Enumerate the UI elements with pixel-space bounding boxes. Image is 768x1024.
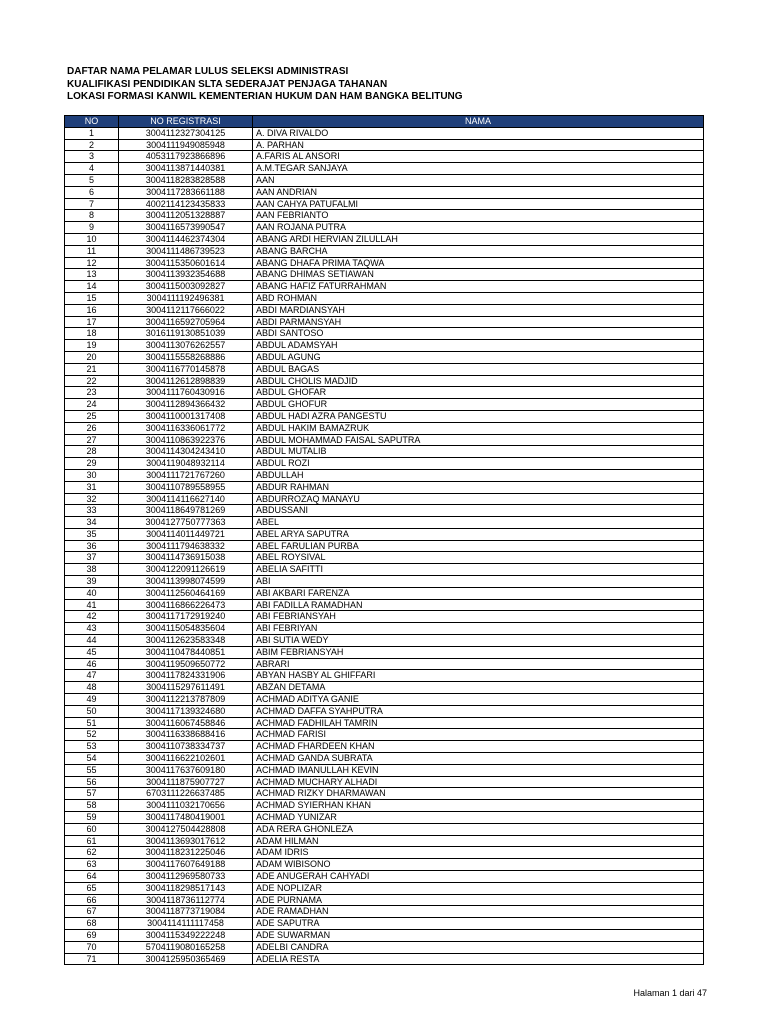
table-row [65, 741, 704, 753]
row-number: 54 [65, 753, 119, 765]
registration-number: 3016119130851039 [119, 328, 253, 340]
row-number: 20 [65, 351, 119, 363]
table-row [65, 871, 704, 883]
row-number: 70 [65, 941, 119, 953]
applicant-name: ABYAN HASBY AL GHIFFARI [253, 670, 704, 682]
table-row [65, 882, 704, 894]
applicant-name: ABD ROHMAN [253, 292, 704, 304]
table-row [65, 387, 704, 399]
applicant-name: ACHMAD YUNIZAR [253, 812, 704, 824]
row-number: 25 [65, 410, 119, 422]
row-number: 28 [65, 446, 119, 458]
row-number: 49 [65, 694, 119, 706]
registration-number: 3004116622102601 [119, 753, 253, 765]
registration-number: 3004113693017612 [119, 835, 253, 847]
table-row [65, 705, 704, 717]
registration-number: 3004111794638332 [119, 540, 253, 552]
applicant-name: ADE SUWARMAN [253, 929, 704, 941]
row-number: 56 [65, 776, 119, 788]
applicant-name: ABI [253, 576, 704, 588]
table-row [65, 481, 704, 493]
table-row [65, 363, 704, 375]
row-number: 39 [65, 576, 119, 588]
row-number: 68 [65, 918, 119, 930]
table-row [65, 953, 704, 965]
registration-number: 3004127750777363 [119, 517, 253, 529]
row-number: 5 [65, 174, 119, 186]
registration-number: 3004118649781269 [119, 505, 253, 517]
applicant-table [64, 115, 704, 965]
applicant-name: ABI FADILLA RAMADHAN [253, 599, 704, 611]
registration-number: 3004112051328887 [119, 210, 253, 222]
row-number: 58 [65, 800, 119, 812]
row-number: 43 [65, 623, 119, 635]
applicant-name: ABI SUTIA WEDY [253, 635, 704, 647]
applicant-name: ACHMAD FHARDEEN KHAN [253, 741, 704, 753]
registration-number: 6703111226637485 [119, 788, 253, 800]
row-number: 66 [65, 894, 119, 906]
row-number: 57 [65, 788, 119, 800]
row-number: 64 [65, 871, 119, 883]
table-row [65, 139, 704, 151]
applicant-name: ACHMAD GANDA SUBRATA [253, 753, 704, 765]
registration-number: 3004116573990547 [119, 222, 253, 234]
applicant-name: ABRARI [253, 658, 704, 670]
row-number: 10 [65, 233, 119, 245]
table-row [65, 198, 704, 210]
row-number: 9 [65, 222, 119, 234]
row-number: 27 [65, 434, 119, 446]
registration-number: 3004118298517143 [119, 882, 253, 894]
registration-number: 4053117923866896 [119, 151, 253, 163]
table-row [65, 127, 704, 139]
row-number: 8 [65, 210, 119, 222]
column-header-registration: NO REGISTRASI [119, 116, 253, 128]
table-row [65, 469, 704, 481]
applicant-name: ADE RAMADHAN [253, 906, 704, 918]
table-row [65, 210, 704, 222]
row-number: 71 [65, 953, 119, 965]
applicant-name: ABDUL MUTALIB [253, 446, 704, 458]
table-row [65, 812, 704, 824]
table-row [65, 918, 704, 930]
registration-number: 3004112894366432 [119, 399, 253, 411]
applicant-name: ADAM WIBISONO [253, 859, 704, 871]
registration-number: 4002114123435833 [119, 198, 253, 210]
registration-number: 3004111192496381 [119, 292, 253, 304]
table-row [65, 552, 704, 564]
row-number: 31 [65, 481, 119, 493]
row-number: 38 [65, 564, 119, 576]
table-row [65, 611, 704, 623]
table-row [65, 304, 704, 316]
row-number: 60 [65, 823, 119, 835]
row-number: 17 [65, 316, 119, 328]
row-number: 7 [65, 198, 119, 210]
applicant-name: ACHMAD MUCHARY ALHADI [253, 776, 704, 788]
applicant-name: ABDUR RAHMAN [253, 481, 704, 493]
applicant-name: ADA RERA GHONLEZA [253, 823, 704, 835]
row-number: 35 [65, 528, 119, 540]
row-number: 34 [65, 517, 119, 529]
applicant-name: ABANG BARCHA [253, 245, 704, 257]
row-number: 3 [65, 151, 119, 163]
row-number: 45 [65, 646, 119, 658]
table-row [65, 316, 704, 328]
applicant-name: ABANG DHIMAS SETIAWAN [253, 269, 704, 281]
registration-number: 3004116067458846 [119, 717, 253, 729]
applicant-name: ABDUL HAKIM BAMAZRUK [253, 422, 704, 434]
registration-number: 3004111949085948 [119, 139, 253, 151]
registration-number: 3004114304243410 [119, 446, 253, 458]
registration-number: 3004112612898839 [119, 375, 253, 387]
registration-number: 3004110789558955 [119, 481, 253, 493]
applicant-name: ACHMAD SYIERHAN KHAN [253, 800, 704, 812]
heading-line-location: LOKASI FORMASI KANWIL KEMENTERIAN HUKUM DAN HAM BANGKA BELITUNG [67, 91, 463, 102]
registration-number: 3004114011449721 [119, 528, 253, 540]
registration-number: 3004114462374304 [119, 233, 253, 245]
registration-number: 3004111032170656 [119, 800, 253, 812]
table-body [65, 127, 704, 965]
table-row [65, 729, 704, 741]
applicant-name: ADE NOPLIZAR [253, 882, 704, 894]
applicant-name: ABEL ROYSIVAL [253, 552, 704, 564]
applicant-name: ACHMAD IMANULLAH KEVIN [253, 764, 704, 776]
row-number: 33 [65, 505, 119, 517]
applicant-name: ACHMAD ADITYA GANIE [253, 694, 704, 706]
registration-number: 3004111486739523 [119, 245, 253, 257]
registration-number: 3004110478440851 [119, 646, 253, 658]
row-number: 26 [65, 422, 119, 434]
table-row [65, 906, 704, 918]
table-row [65, 163, 704, 175]
table-row [65, 292, 704, 304]
table-row [65, 446, 704, 458]
applicant-name: ABELIA SAFITTI [253, 564, 704, 576]
row-number: 69 [65, 929, 119, 941]
applicant-name: AAN ANDRIAN [253, 186, 704, 198]
table-row [65, 564, 704, 576]
registration-number: 3004115297611491 [119, 682, 253, 694]
table-row [65, 222, 704, 234]
table-row [65, 375, 704, 387]
row-number: 47 [65, 670, 119, 682]
registration-number: 3004111721767260 [119, 469, 253, 481]
registration-number: 3004116336061772 [119, 422, 253, 434]
row-number: 62 [65, 847, 119, 859]
applicant-name: ADE ANUGERAH CAHYADI [253, 871, 704, 883]
applicant-name: ACHMAD RIZKY DHARMAWAN [253, 788, 704, 800]
table-row [65, 694, 704, 706]
row-number: 65 [65, 882, 119, 894]
applicant-name: ABDUL CHOLIS MADJID [253, 375, 704, 387]
row-number: 67 [65, 906, 119, 918]
row-number: 19 [65, 340, 119, 352]
applicant-name: ADELBI CANDRA [253, 941, 704, 953]
heading-line-title: DAFTAR NAMA PELAMAR LULUS SELEKSI ADMINISTRASI [67, 66, 349, 77]
applicant-name: ADAM IDRIS [253, 847, 704, 859]
table-header-row [65, 116, 704, 128]
row-number: 24 [65, 399, 119, 411]
row-number: 6 [65, 186, 119, 198]
row-number: 11 [65, 245, 119, 257]
applicant-name: ABANG HAFIZ FATURRAHMAN [253, 281, 704, 293]
table-row [65, 587, 704, 599]
page-number: Halaman 1 dari 47 [633, 988, 707, 998]
applicant-name: A. DIVA RIVALDO [253, 127, 704, 139]
registration-number: 3004113871440381 [119, 163, 253, 175]
registration-number: 3004117283661188 [119, 186, 253, 198]
applicant-name: ABEL FARULIAN PURBA [253, 540, 704, 552]
row-number: 42 [65, 611, 119, 623]
applicant-name: AAN ROJANA PUTRA [253, 222, 704, 234]
registration-number: 3004117637609180 [119, 764, 253, 776]
registration-number: 3004127504428808 [119, 823, 253, 835]
applicant-name: ADELIA RESTA [253, 953, 704, 965]
applicant-name: ABDUSSANI [253, 505, 704, 517]
registration-number: 3004115003092827 [119, 281, 253, 293]
table-row [65, 233, 704, 245]
applicant-name: ABI FEBRIYAN [253, 623, 704, 635]
row-number: 40 [65, 587, 119, 599]
row-number: 41 [65, 599, 119, 611]
applicant-name: ABDUL MOHAMMAD FAISAL SAPUTRA [253, 434, 704, 446]
applicant-name: ABDUL AGUNG [253, 351, 704, 363]
applicant-name: A.FARIS AL ANSORI [253, 151, 704, 163]
applicant-name: ABDI SANTOSO [253, 328, 704, 340]
table-row [65, 517, 704, 529]
applicant-name: ABDUL ROZI [253, 458, 704, 470]
row-number: 13 [65, 269, 119, 281]
applicant-name: ABDUL ADAMSYAH [253, 340, 704, 352]
applicant-name: ABDUL HADI AZRA PANGESTU [253, 410, 704, 422]
row-number: 23 [65, 387, 119, 399]
registration-number: 3004110863922376 [119, 434, 253, 446]
applicant-name: ABI AKBARI FARENZA [253, 587, 704, 599]
registration-number: 3004118773719084 [119, 906, 253, 918]
applicant-name: AAN FEBRIANTO [253, 210, 704, 222]
registration-number: 3004112623583348 [119, 635, 253, 647]
applicant-name: ABDURROZAQ MANAYU [253, 493, 704, 505]
row-number: 48 [65, 682, 119, 694]
applicant-name: ABDI MARDIANSYAH [253, 304, 704, 316]
table-row [65, 835, 704, 847]
registration-number: 3004113076262557 [119, 340, 253, 352]
row-number: 36 [65, 540, 119, 552]
table-row [65, 823, 704, 835]
row-number: 44 [65, 635, 119, 647]
table-row [65, 434, 704, 446]
registration-number: 3004117607649188 [119, 859, 253, 871]
table-row [65, 764, 704, 776]
applicant-name: A.M.TEGAR SANJAYA [253, 163, 704, 175]
applicant-name: AAN CAHYA PATUFALMI [253, 198, 704, 210]
table-row [65, 894, 704, 906]
applicant-name: ABANG ARDI HERVIAN ZILULLAH [253, 233, 704, 245]
table-row [65, 340, 704, 352]
table-row [65, 505, 704, 517]
table-row [65, 410, 704, 422]
registration-number: 5704119080165258 [119, 941, 253, 953]
registration-number: 3004113998074599 [119, 576, 253, 588]
registration-number: 3004117139324680 [119, 705, 253, 717]
table-row [65, 658, 704, 670]
table-row [65, 422, 704, 434]
table-row [65, 646, 704, 658]
table-row [65, 941, 704, 953]
table-row [65, 776, 704, 788]
applicant-name: ABEL ARYA SAPUTRA [253, 528, 704, 540]
applicant-name: ACHMAD DAFFA SYAHPUTRA [253, 705, 704, 717]
applicant-name: ACHMAD FADHILAH TAMRIN [253, 717, 704, 729]
table-row [65, 623, 704, 635]
applicant-name: ABDUL GHOFUR [253, 399, 704, 411]
row-number: 22 [65, 375, 119, 387]
registration-number: 3004110001317408 [119, 410, 253, 422]
registration-number: 3004117172919240 [119, 611, 253, 623]
registration-number: 3004111875907727 [119, 776, 253, 788]
row-number: 2 [65, 139, 119, 151]
table-row [65, 351, 704, 363]
table-row [65, 635, 704, 647]
registration-number: 3004116770145878 [119, 363, 253, 375]
table-row [65, 174, 704, 186]
table-row [65, 528, 704, 540]
registration-number: 3004118736112774 [119, 894, 253, 906]
registration-number: 3004118283828588 [119, 174, 253, 186]
registration-number: 3004111760430916 [119, 387, 253, 399]
registration-number: 3004115350601614 [119, 257, 253, 269]
table-row [65, 540, 704, 552]
table-row [65, 399, 704, 411]
registration-number: 3004115054835604 [119, 623, 253, 635]
table-row [65, 788, 704, 800]
row-number: 15 [65, 292, 119, 304]
registration-number: 3004112560464169 [119, 587, 253, 599]
applicant-name: AAN [253, 174, 704, 186]
row-number: 53 [65, 741, 119, 753]
table-row [65, 151, 704, 163]
table-row [65, 800, 704, 812]
table-row [65, 493, 704, 505]
registration-number: 3004116338688416 [119, 729, 253, 741]
table-row [65, 599, 704, 611]
table-row [65, 281, 704, 293]
applicant-name: ABDI PARMANSYAH [253, 316, 704, 328]
registration-number: 3004114116627140 [119, 493, 253, 505]
registration-number: 3004122091126619 [119, 564, 253, 576]
row-number: 16 [65, 304, 119, 316]
row-number: 37 [65, 552, 119, 564]
row-number: 29 [65, 458, 119, 470]
table-row [65, 257, 704, 269]
table-row [65, 753, 704, 765]
table-row [65, 328, 704, 340]
registration-number: 3004112117666022 [119, 304, 253, 316]
table-row [65, 576, 704, 588]
table-row [65, 717, 704, 729]
row-number: 32 [65, 493, 119, 505]
registration-number: 3004116592705964 [119, 316, 253, 328]
table-row [65, 929, 704, 941]
registration-number: 3004118231225046 [119, 847, 253, 859]
row-number: 50 [65, 705, 119, 717]
registration-number: 3004115349222248 [119, 929, 253, 941]
applicant-name: ADE SAPUTRA [253, 918, 704, 930]
column-header-name: NAMA [253, 116, 704, 128]
heading-line-qualification: KUALIFIKASI PENDIDIKAN SLTA SEDERAJAT PENJAGA TAHANAN [67, 78, 388, 90]
registration-number: 3004115558268886 [119, 351, 253, 363]
registration-number: 3004114111117458 [119, 918, 253, 930]
registration-number: 3004112327304125 [119, 127, 253, 139]
row-number: 30 [65, 469, 119, 481]
applicant-name: ABI FEBRIANSYAH [253, 611, 704, 623]
table-row [65, 186, 704, 198]
row-number: 4 [65, 163, 119, 175]
registration-number: 3004114736915038 [119, 552, 253, 564]
row-number: 61 [65, 835, 119, 847]
document-heading [67, 66, 463, 104]
row-number: 55 [65, 764, 119, 776]
table-row [65, 458, 704, 470]
registration-number: 3004119048932114 [119, 458, 253, 470]
applicant-name: ABDUL BAGAS [253, 363, 704, 375]
applicant-name: ABANG DHAFA PRIMA TAQWA [253, 257, 704, 269]
registration-number: 3004113932354688 [119, 269, 253, 281]
table-row [65, 269, 704, 281]
applicant-name: ADE PURNAMA [253, 894, 704, 906]
table-row [65, 245, 704, 257]
row-number: 46 [65, 658, 119, 670]
registration-number: 3004117480419001 [119, 812, 253, 824]
row-number: 63 [65, 859, 119, 871]
applicant-name: ABIM FEBRIANSYAH [253, 646, 704, 658]
table-row [65, 670, 704, 682]
table-row [65, 859, 704, 871]
applicant-name: ADAM HILMAN [253, 835, 704, 847]
column-header-no: NO [65, 116, 119, 128]
row-number: 51 [65, 717, 119, 729]
applicant-name: ABDUL GHOFAR [253, 387, 704, 399]
registration-number: 3004112213787809 [119, 694, 253, 706]
registration-number: 3004116866226473 [119, 599, 253, 611]
row-number: 52 [65, 729, 119, 741]
row-number: 1 [65, 127, 119, 139]
applicant-name: ABDULLAH [253, 469, 704, 481]
registration-number: 3004125950365469 [119, 953, 253, 965]
registration-number: 3004117824331906 [119, 670, 253, 682]
applicant-name: ABEL [253, 517, 704, 529]
applicant-name: A. PARHAN [253, 139, 704, 151]
table-row [65, 847, 704, 859]
registration-number: 3004112969580733 [119, 871, 253, 883]
table-row [65, 682, 704, 694]
row-number: 59 [65, 812, 119, 824]
registration-number: 3004119509650772 [119, 658, 253, 670]
applicant-name: ABZAN DETAMA [253, 682, 704, 694]
registration-number: 3004110738334737 [119, 741, 253, 753]
row-number: 21 [65, 363, 119, 375]
row-number: 18 [65, 328, 119, 340]
applicant-name: ACHMAD FARISI [253, 729, 704, 741]
row-number: 14 [65, 281, 119, 293]
row-number: 12 [65, 257, 119, 269]
